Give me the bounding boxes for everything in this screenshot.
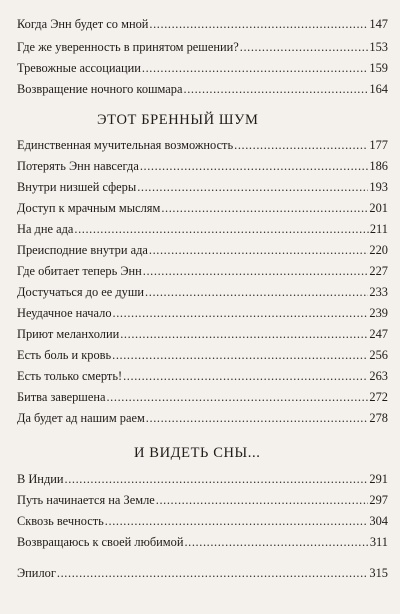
- toc-entry: [17, 243, 388, 258]
- toc-entry: [17, 180, 388, 195]
- toc-leader-dots: [156, 493, 369, 508]
- toc-leader-dots: [74, 222, 368, 237]
- toc-entry-page: 211: [369, 222, 388, 236]
- toc-leader-dots: [145, 285, 368, 300]
- toc-leader-dots: [184, 535, 368, 550]
- toc-leader-dots: [112, 348, 368, 363]
- toc-entry: [17, 138, 388, 153]
- toc-leader-dots: [140, 159, 369, 174]
- toc-leader-dots: [123, 369, 368, 384]
- toc-entry-title: Преисподние внутри ада: [17, 243, 148, 257]
- toc-entry-page: 177: [369, 138, 388, 152]
- toc-leader-dots: [240, 40, 369, 55]
- toc-entry: [17, 61, 388, 76]
- toc-entry-title: Внутри низшей сферы: [17, 180, 137, 194]
- toc-entry-title: Возвращение ночного кошмара: [17, 82, 183, 96]
- toc-entry-title: Где же уверенность в принятом решении?: [17, 40, 239, 54]
- toc-entry-page: 315: [369, 566, 388, 580]
- toc-entry-title: На дне ада: [17, 222, 74, 236]
- toc-entry: [17, 348, 388, 363]
- toc-entry-page: 147: [369, 17, 388, 31]
- toc-leader-dots: [113, 306, 369, 321]
- toc-leader-dots: [143, 264, 369, 279]
- toc-entry-title: Единственная мучительная возможность: [17, 138, 234, 152]
- toc-leader-dots: [106, 390, 368, 405]
- toc-entry-page: 278: [369, 411, 388, 425]
- toc-entry: [17, 390, 388, 405]
- toc-entry-page: 291: [369, 472, 388, 486]
- toc-entry-title: Приют меланхолии: [17, 327, 120, 341]
- toc-entry-page: 186: [369, 159, 388, 173]
- toc-entry: [17, 264, 388, 279]
- toc-entry: [17, 222, 388, 237]
- toc-entry-page: 220: [369, 243, 388, 257]
- toc-entry: [17, 201, 388, 216]
- toc-entry-page: 304: [369, 514, 388, 528]
- toc-entry-title: Да будет ад нашим раем: [17, 411, 145, 425]
- toc-entry: [17, 327, 388, 342]
- toc-leader-dots: [120, 327, 368, 342]
- toc-leader-dots: [65, 472, 369, 487]
- toc-entry: [17, 411, 388, 426]
- toc-entry-page: 233: [369, 285, 388, 299]
- toc-entry-title: В Индии: [17, 472, 64, 486]
- toc-entry-page: 239: [369, 306, 388, 320]
- toc-entry: [17, 514, 388, 529]
- toc-entry-title: Где обитает теперь Энн: [17, 264, 142, 278]
- toc-entry-page: 272: [369, 390, 388, 404]
- toc-entry-page: 256: [369, 348, 388, 362]
- toc-entry-page: 311: [369, 535, 388, 549]
- toc-leader-dots: [149, 17, 368, 32]
- toc-entry: [17, 82, 388, 97]
- toc-leader-dots: [105, 514, 369, 529]
- toc-entry: [17, 40, 388, 55]
- toc-leader-dots: [57, 566, 369, 581]
- toc-entry-epilogue: [17, 566, 388, 581]
- toc-entry: [17, 17, 388, 32]
- toc-entry-page: 159: [369, 61, 388, 75]
- toc-entry-title: Путь начинается на Земле: [17, 493, 155, 507]
- section-heading: ЭТОТ БРЕННЫЙ ШУМ: [97, 112, 259, 128]
- toc-entry-title: Есть только смерть!: [17, 369, 123, 383]
- toc-leader-dots: [184, 82, 369, 97]
- toc-entry-title: Тревожные ассоциации: [17, 61, 141, 75]
- toc-entry-title: Сквозь вечность: [17, 514, 104, 528]
- toc-entry-title: Неудачное начало: [17, 306, 112, 320]
- toc-entry: [17, 285, 388, 300]
- section-heading: И ВИДЕТЬ СНЫ...: [134, 445, 261, 461]
- toc-leader-dots: [234, 138, 368, 153]
- toc-entry-page: 164: [369, 82, 388, 96]
- toc-entry-page: 201: [369, 201, 388, 215]
- toc-leader-dots: [146, 411, 369, 426]
- toc-leader-dots: [142, 61, 369, 76]
- toc-entry-title: Битва завершена: [17, 390, 106, 404]
- toc-entry-page: 247: [369, 327, 388, 341]
- toc-entry-title: Достучаться до ее души: [17, 285, 145, 299]
- toc-entry-title: Когда Энн будет со мной: [17, 17, 149, 31]
- toc-leader-dots: [149, 243, 369, 258]
- toc-entry-title: Эпилог: [17, 566, 56, 580]
- toc-entry-page: 153: [369, 40, 388, 54]
- toc-entry-title: Есть боль и кровь: [17, 348, 112, 362]
- toc-entry-title: Потерять Энн навсегда: [17, 159, 139, 173]
- toc-entry-page: 297: [369, 493, 388, 507]
- toc-entry: [17, 472, 388, 487]
- toc-entry: [17, 369, 388, 384]
- toc-entry-page: 263: [369, 369, 388, 383]
- toc-leader-dots: [161, 201, 368, 216]
- toc-entry-page: 227: [369, 264, 388, 278]
- toc-entry: [17, 535, 388, 550]
- toc-entry-title: Доступ к мрачным мыслям: [17, 201, 161, 215]
- toc-entry: [17, 306, 388, 321]
- toc-entry-title: Возвращаюсь к своей любимой: [17, 535, 184, 549]
- toc-leader-dots: [137, 180, 368, 195]
- toc-entry-page: 193: [369, 180, 388, 194]
- toc-entry: [17, 493, 388, 508]
- toc-entry: [17, 159, 388, 174]
